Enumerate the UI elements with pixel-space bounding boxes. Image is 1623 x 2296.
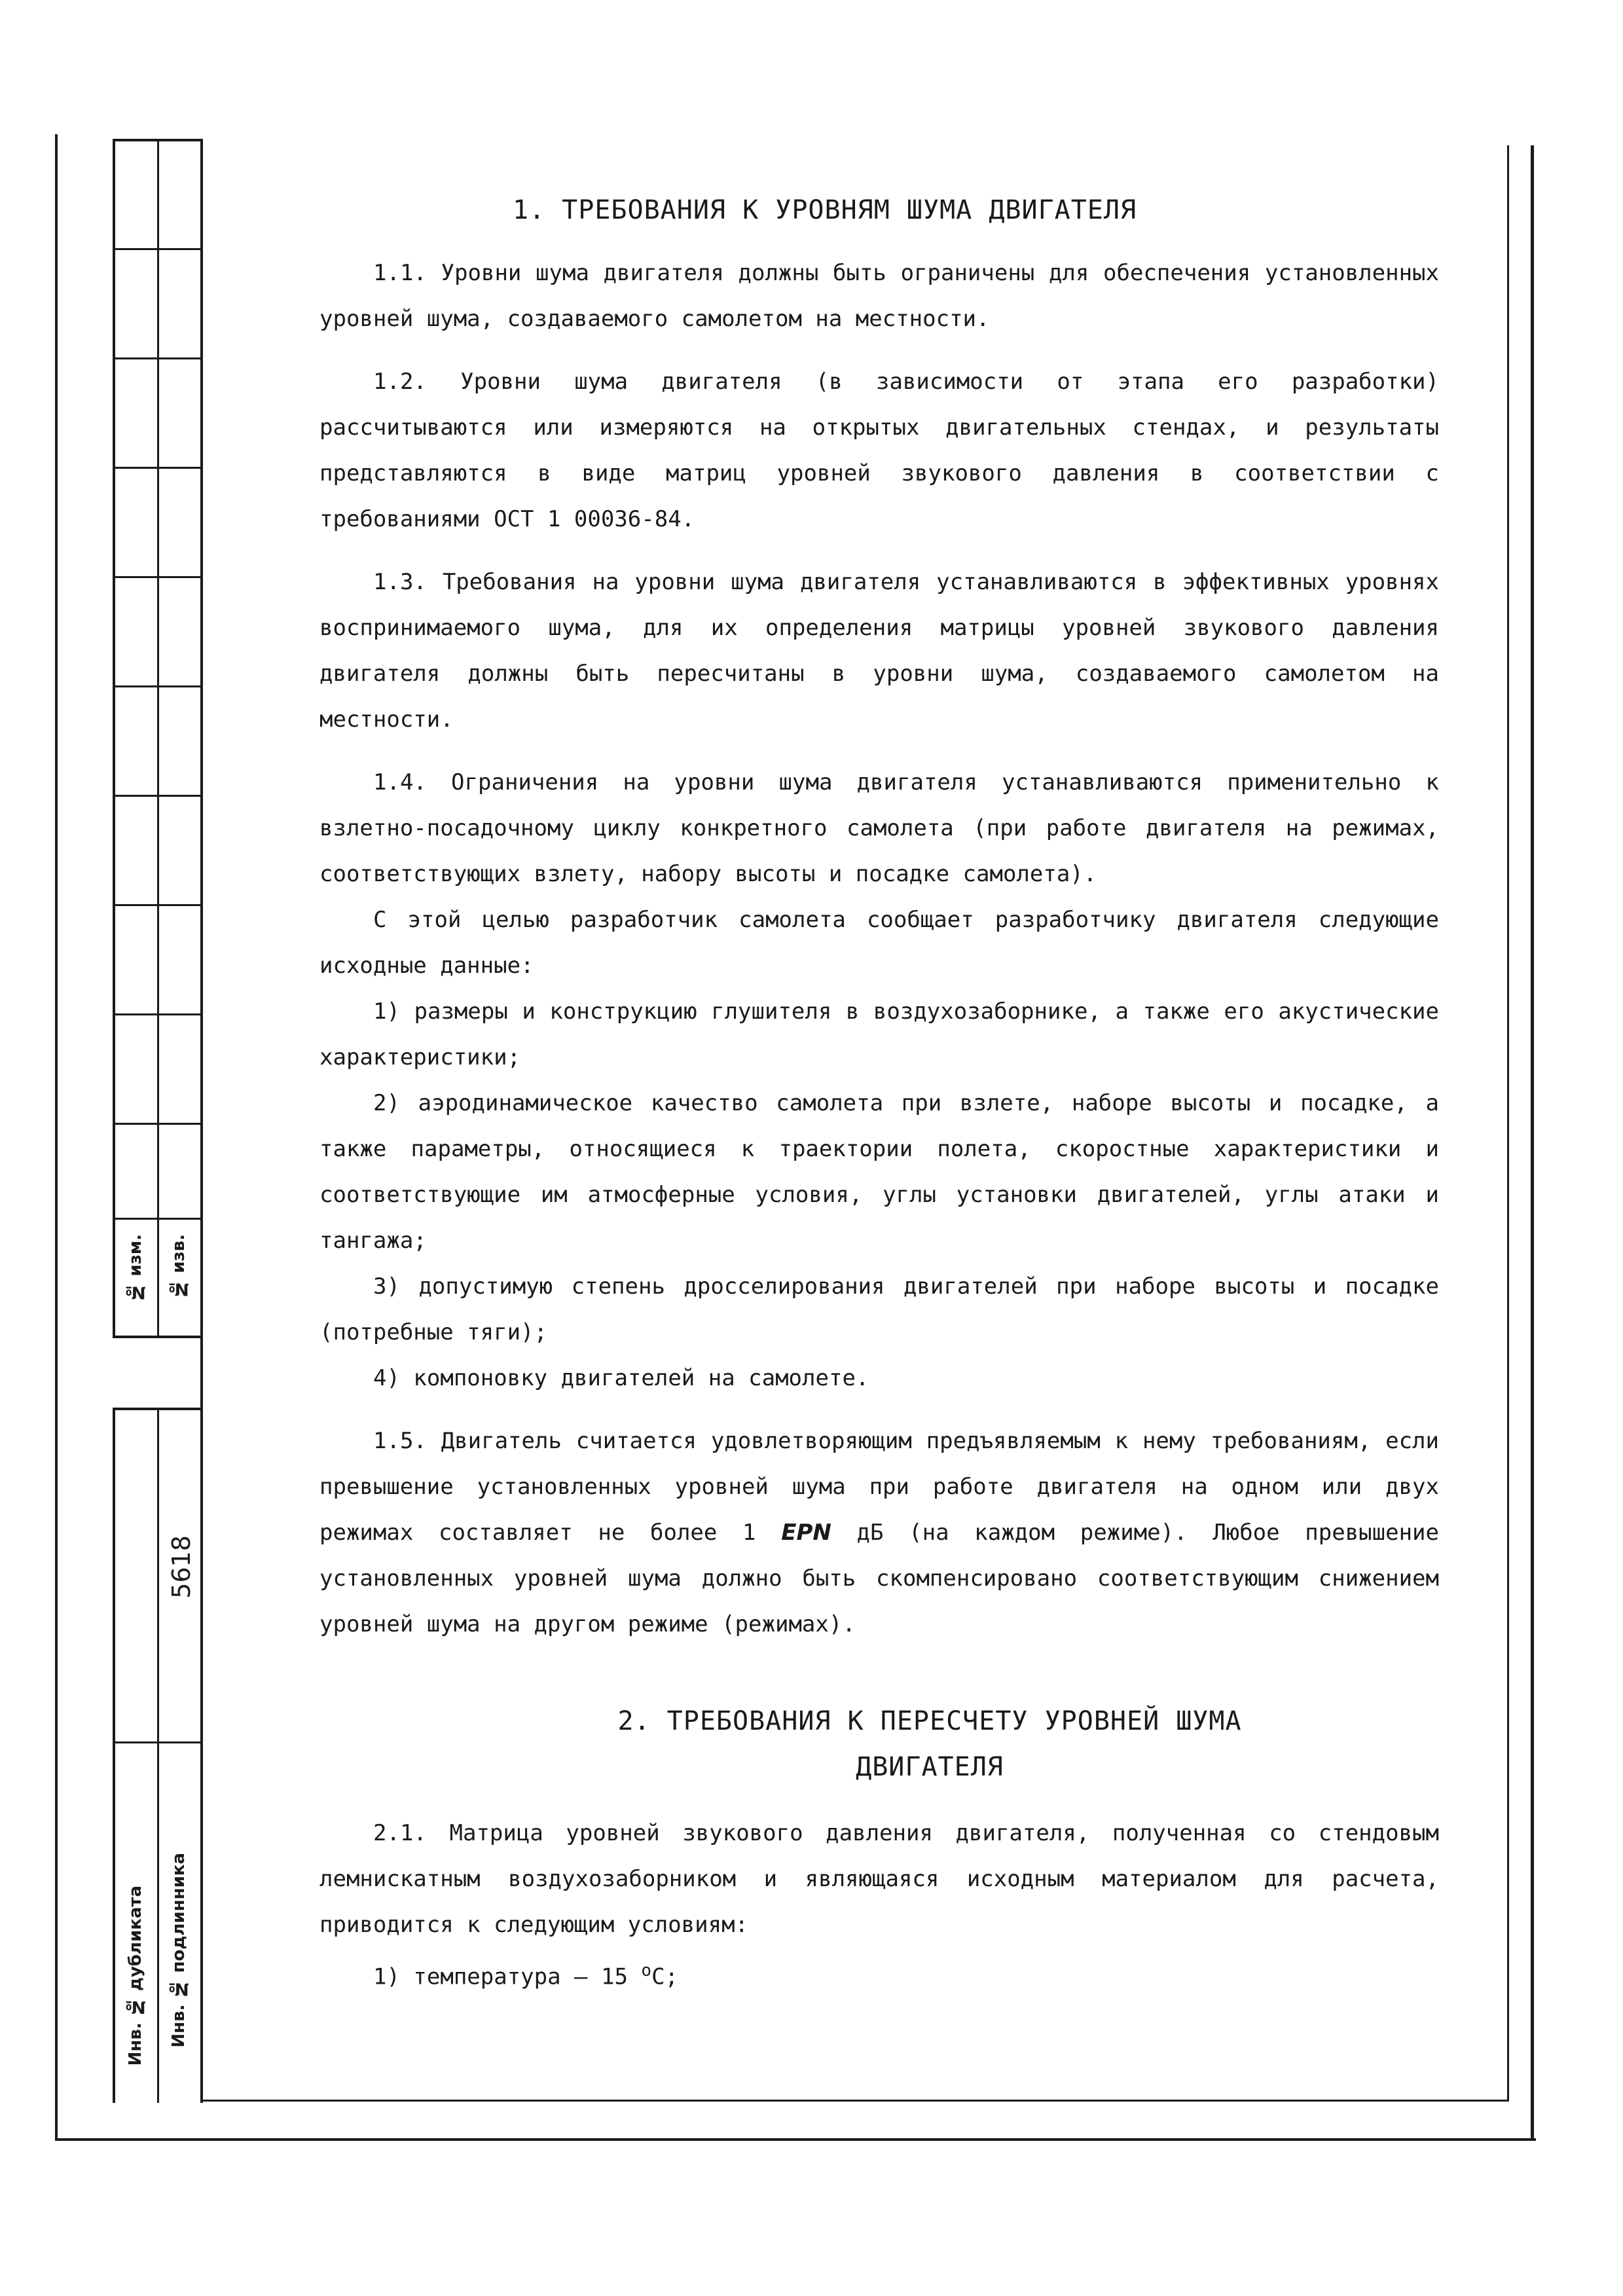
inventory-number: 5618 (167, 1535, 196, 1599)
paragraph-1-2: 1.2. Уровни шума двигателя (в зависимости от этапа его разработки) рассчитываются или измеряются на открытых двигательных стендах, и результаты представляются в виде матриц уровней звукового давления в соответствии с требованиями ОСТ 1 00036-84. (319, 369, 1439, 532)
izv-label: № изв. (169, 1234, 189, 1299)
section2-title-line2: ДВИГАТЕЛЯ (856, 1752, 1004, 1782)
paragraph-1-5-part1: 1.5. Двигатель считается удовлетворяющим предъявляемым к нему требованиям, если превышение установленных уровней шума при работе двигателя на одном или двух режимах составляет не более 1 (319, 1428, 1439, 1546)
izm-label: № изм. (126, 1234, 145, 1302)
list-item-4: 4) компоновку двигателей на самолете. (373, 1365, 869, 1391)
frame-inner-right (1507, 145, 1509, 2102)
podlinnik-label: Инв. № подлинника (169, 1853, 189, 2048)
paragraph-2-1: 2.1. Матрица уровней звукового давления двигателя, полученная со стендовым лемнискатным воздухозаборником и являющаяся исходным материалом для расчета, приводится к следующим условиям: (319, 1820, 1439, 1938)
paragraph-1-4b: С этой целью разработчик самолета сообщает разработчику двигателя следующие исходные данные: (319, 907, 1439, 979)
temperature-text: 1) температура – 15 (373, 1963, 628, 1990)
section2-body (319, 1810, 1439, 1999)
list-item-3: 3) допустимую степень дросселирования двигателей при наборе высоты и посадке (потребные тяги); (319, 1273, 1439, 1345)
temperature-unit: С; (651, 1963, 679, 1990)
paragraph-1-5 (319, 1418, 1439, 1647)
frame-inner-bottom (203, 2100, 1509, 2102)
degree-sign: о (641, 1961, 652, 1980)
paragraph-1-4: 1.4. Ограничения на уровни шума двигателя устанавливаются применительно к взлетно-посадочному циклу конкретного самолета (при работе двигателя на режимах, соответствующих взлету, набору высоты и посадке самолета). (319, 769, 1439, 887)
paragraph-1-1: 1.1. Уровни шума двигателя должны быть ограничены для обеспечения установленных уровней шума, создаваемого самолетом на местности. (319, 260, 1439, 332)
frame-bottom (55, 2138, 1536, 2141)
epn-unit: EPN (781, 1520, 831, 1546)
dublikat-label: Инв. № дубликата (126, 1886, 145, 2066)
list-item-2: 2) аэродинамическое качество самолета при взлете, наборе высоты и посадке, а также параметры, относящиеся к траектории полета, скоростные характеристики и соответствующие им атмосферные условия, углы установки двигателей, углы атаки и тангажа; (319, 1090, 1439, 1254)
section2-title-line1: 2. ТРЕБОВАНИЯ К ПЕРЕСЧЕТУ УРОВНЕЙ ШУМА (617, 1706, 1242, 1736)
list-item-1: 1) размеры и конструкцию глушителя в воздухозаборнике, а также его акустические характеристики; (319, 998, 1439, 1070)
paragraph-1-5-part2: дБ (на каждом режиме). Любое превышение установленных уровней шума должно быть скомпенсировано соответствующим снижением уровней шума на другом режиме (режимах). (319, 1520, 1439, 1637)
frame-right (1531, 145, 1534, 2141)
section1-title: 1. ТРЕБОВАНИЯ К УРОВНЯМ ШУМА ДВИГАТЕЛЯ (512, 195, 1137, 225)
section1-body (319, 250, 1439, 1647)
paragraph-1-3: 1.3. Требования на уровни шума двигателя устанавливаются в эффективных уровнях воспринимаемого шума, для их определения матрицы уровней звукового давления двигателя должны быть пересчитаны в уровни шума, создаваемого самолетом на местности. (319, 569, 1439, 733)
list-item-temperature (319, 1948, 1439, 1999)
frame-left-outer (55, 134, 58, 2141)
